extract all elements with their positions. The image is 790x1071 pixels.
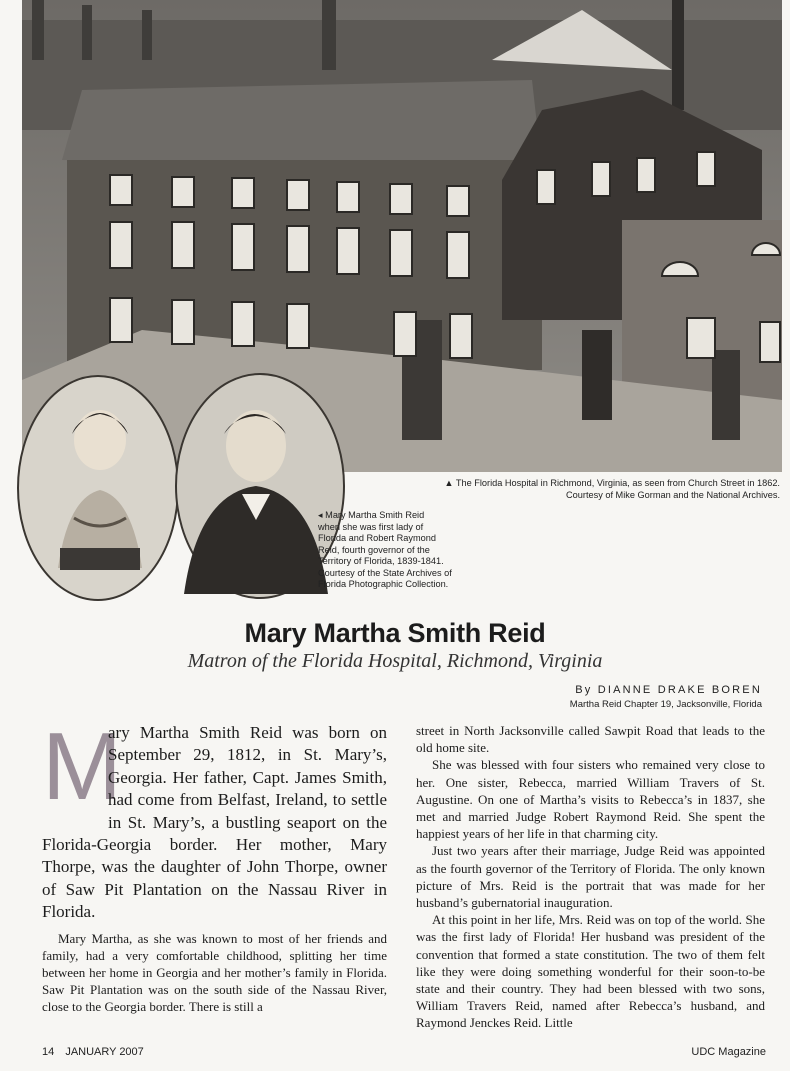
portrait-caption-line: ◂ Mary Martha Smith Reid <box>318 510 425 520</box>
photo-caption-line-2: Courtesy of Mike Gorman and the National Archives. <box>566 489 780 500</box>
issue-date: JANUARY 2007 <box>65 1046 144 1058</box>
portrait-caption-line: Florida and Robert Raymond <box>318 533 436 543</box>
byline <box>570 684 762 710</box>
page-number: 14 <box>42 1046 55 1058</box>
column-1 <box>42 713 387 1016</box>
portrait-caption-line: when she was first lady of <box>318 521 424 532</box>
portrait-caption-line: Territory of Florida, 1839-1841. <box>318 556 444 566</box>
lead-paragraph: ary Martha Smith Reid was born on September 29, 1812, in St. Mary’s, Georgia. Her father, Capt. James Smith, had come from Belfast, Ireland, to settle in St. Mary’s, a bustling seaport on the Florida-Georgia border. Her mother, Mary Thorpe, was the daughter of John Thorpe, owner of Saw Pit Plantation on the Nassau River in Florida. <box>42 723 387 922</box>
photo-caption <box>360 478 780 501</box>
footer-left <box>42 1046 144 1058</box>
body-paragraph: At this point in her life, Mrs. Reid was on top of the world. She was the first lady of Florida! Her husband was president of the convention that formed a state constitution. The two of them felt like they were doing something wonderful for their soon-to-be state and their country. They had been blessed with two sons, William Travers Reid, named after Rebecca’s husband, and Raymond Jenckes Reid. Little <box>416 912 765 1031</box>
body-paragraph: She was blessed with four sisters who remained very close to her. One sister, Rebecca, married William Travers of St. Augustine. On one of Martha’s visits to Rebecca’s in 1837, she met and married Judge Robert Raymond Reid. She spent the happiest years of her life in that charming city. <box>416 757 765 842</box>
article-subtitle: Matron of the Florida Hospital, Richmond, Virginia <box>187 650 603 672</box>
body-paragraph: Mary Martha, as she was known to most of her friends and family, had a very comfortable childhood, splitting her time between her home in Georgia and her mother’s family in Florida. Saw Pit Plantation was on the south side of the Nassau River, close to the Georgia border. There is still a <box>42 930 387 1015</box>
drop-cap: M <box>42 713 122 820</box>
portrait-caption-line: Courtesy of the State Archives of <box>318 567 452 578</box>
magazine-name: UDC Magazine <box>691 1046 766 1058</box>
portraits <box>8 368 353 608</box>
photo-caption-line-1: ▲ The Florida Hospital in Richmond, Virginia, as seen from Church Street in 1862. <box>444 478 780 488</box>
author: By DIANNE DRAKE BOREN <box>575 684 762 696</box>
author-chapter: Martha Reid Chapter 19, Jacksonville, Florida <box>569 699 762 710</box>
column-2 <box>416 722 765 1032</box>
article-title: Mary Martha Smith Reid <box>244 618 546 648</box>
portrait-caption-line: Reid, fourth governor of the <box>318 544 430 555</box>
body-paragraph: Just two years after their marriage, Judge Reid was appointed as the fourth governor of the Territory of Florida. The only known picture of Mrs. Reid is the portrait that was made for her husband’s gubernatorial inauguration. <box>416 843 765 911</box>
portrait-caption-line: Florida Photographic Collection. <box>318 579 449 589</box>
portrait-caption <box>318 510 493 591</box>
body-paragraph: street in North Jacksonville called Sawpit Road that leads to the old home site. <box>416 723 765 756</box>
